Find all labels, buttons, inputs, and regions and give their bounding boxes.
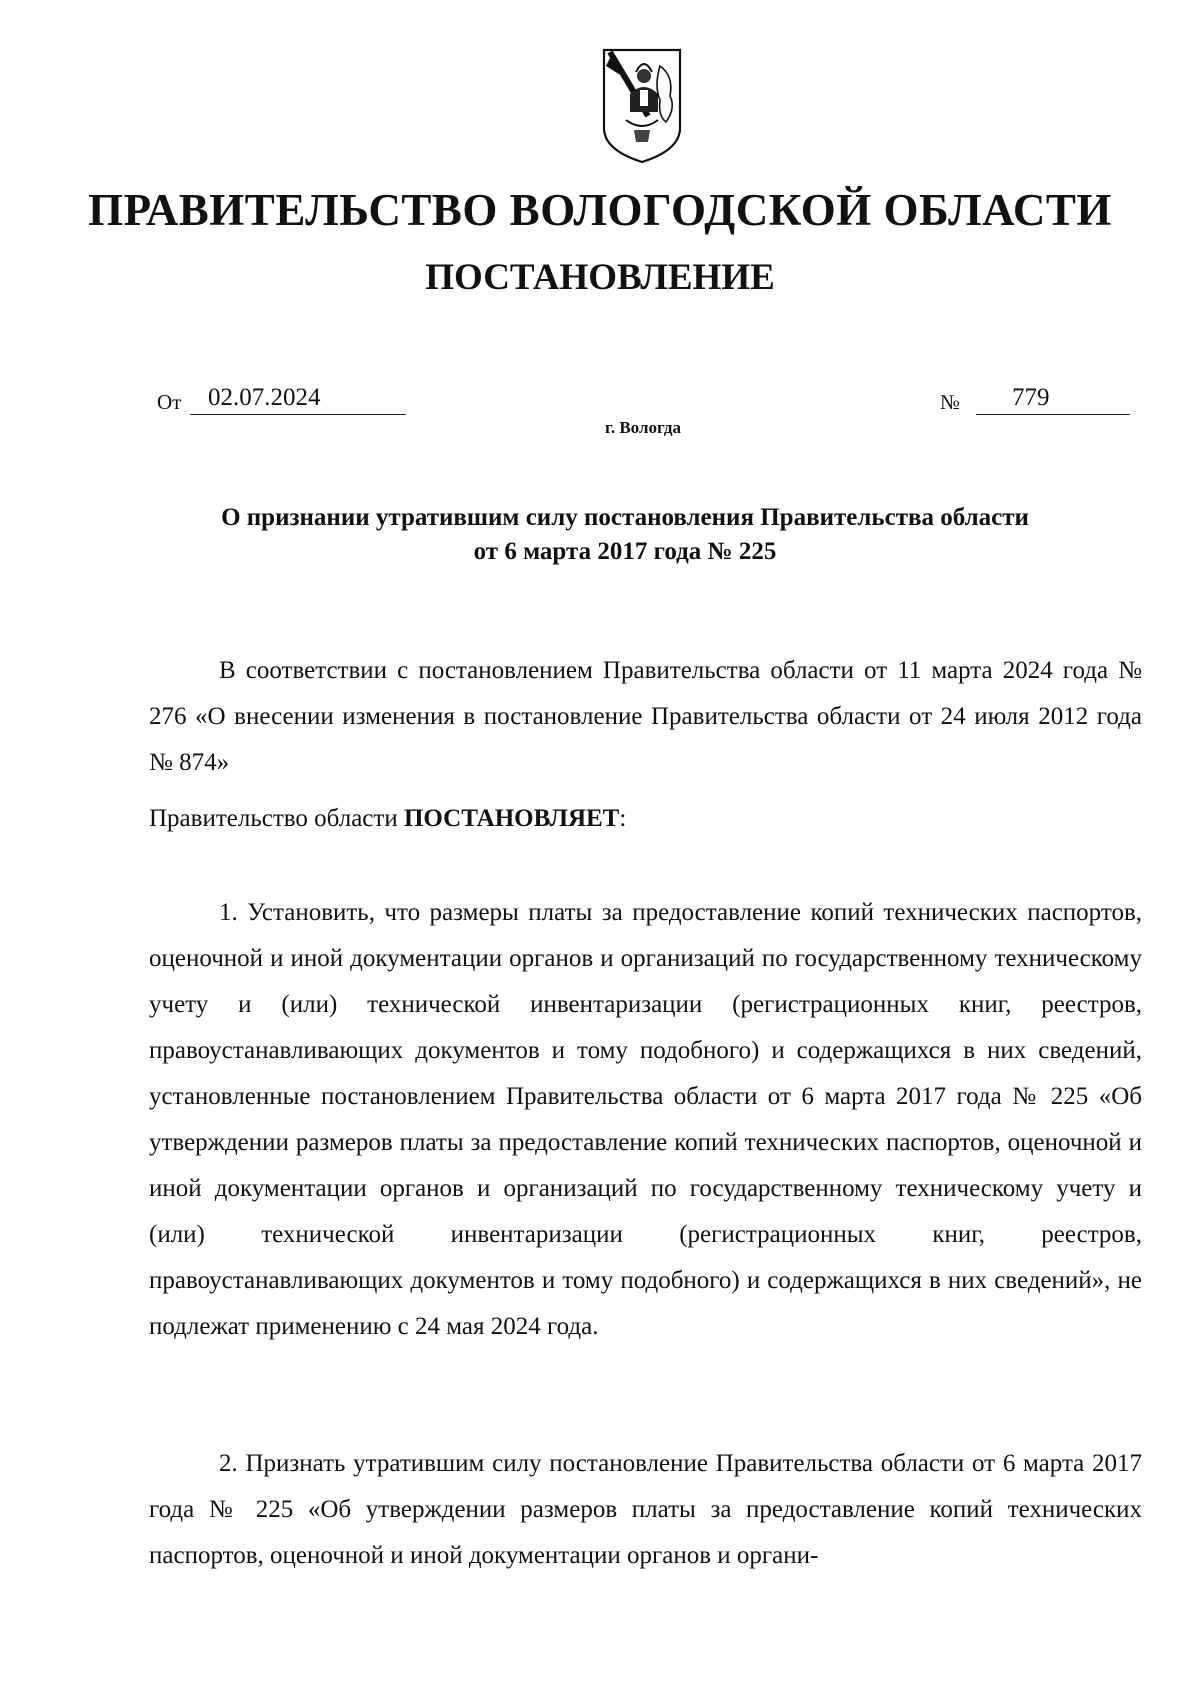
coat-of-arms-emblem <box>600 46 684 166</box>
date-prefix: От <box>157 390 182 414</box>
item-1-text: 1. Установить, что размеры платы за предоставление копий технических паспортов, оценочной и иной документации органов и организаций по государственному техническому учету и (или) технической инвентаризации (регистрационных книг, реестров, правоустанавливающих документов и тому подобного) и содержащихся в них сведений, установленные постановлением Правительства области от 6 марта 2017 года № 225 «Об утверждении размеров платы за предоставление копий технических паспортов, оценочной и иной документации органов и организаций по государственному техническому учету и (или) технической инвентаризации (регистрационных книг, реестров, правоустанавливающих документов и тому подобного) и содержащихся в них сведений», не подлежат применению с 24 мая 2024 года. <box>149 899 1142 1340</box>
resolves-keyword: ПОСТАНОВЛЯЕТ <box>403 805 620 832</box>
resolves-prefix: Правительство области <box>149 805 404 832</box>
resolves-suffix: : <box>619 805 627 832</box>
item-2-text: 2. Признать утратившим силу постановление Правительства области от 6 марта 2017 года № 225 «Об утверждении размеров платы за предоставление копий технических паспортов, оценочной и иной документации органов и органи- <box>149 1450 1142 1569</box>
city-label: г. Вологда <box>605 418 681 437</box>
document-date: 02.07.2024 <box>190 383 406 415</box>
subject-line-2: от 6 марта 2017 года № 225 <box>473 538 777 565</box>
item-1-paragraph <box>149 890 1142 1350</box>
preamble-text: В соответствии с постановлением Правительства области от 11 марта 2024 года № 276 «О внесении изменения в постановление Правительства области от 24 июля 2012 года № 874» <box>149 657 1142 776</box>
resolves-paragraph <box>149 796 1142 842</box>
document-number: 779 <box>976 383 1130 415</box>
resolves-line <box>149 796 1142 842</box>
document-subject <box>150 501 1100 569</box>
document-type-title: ПОСТАНОВЛЕНИЕ <box>425 257 775 298</box>
item-2-paragraph <box>149 1441 1142 1579</box>
preamble-paragraph <box>149 648 1142 786</box>
organization-title: ПРАВИТЕЛЬСТВО ВОЛОГОДСКОЙ ОБЛАСТИ <box>88 185 1112 235</box>
number-prefix: № <box>940 390 961 414</box>
subject-line-1: О признании утратившим силу постановления Правительства области <box>221 504 1029 531</box>
